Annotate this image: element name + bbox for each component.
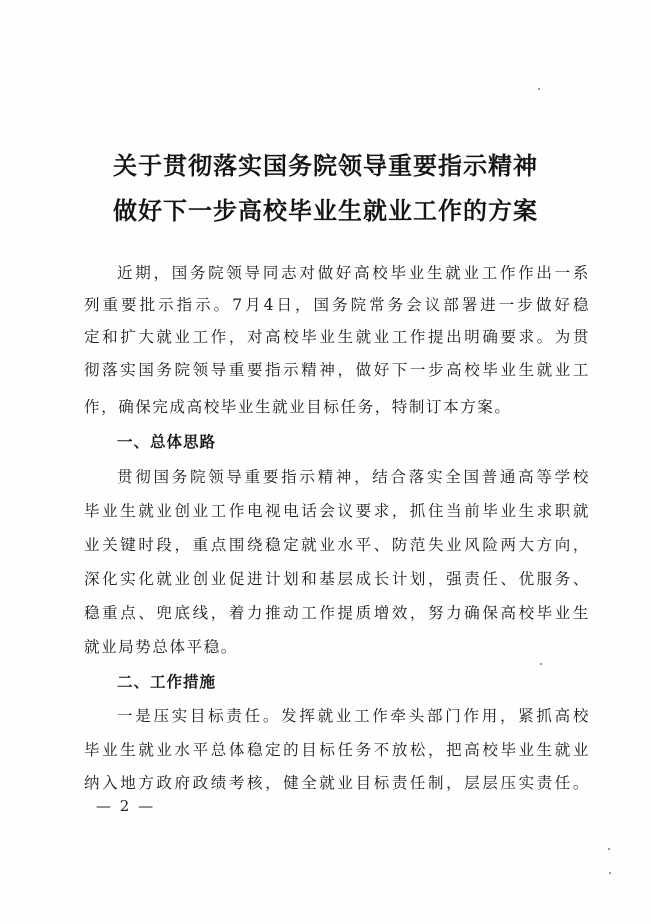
intro-line: 作，确保完成高校毕业生就业目标任务，特制订本方案。: [84, 398, 512, 416]
scan-speck: [540, 663, 542, 665]
page-number: — 2 —: [96, 797, 156, 815]
section2-line: 纳入地方政府政绩考核，健全就业目标责任制，层层压实责任。: [84, 774, 590, 792]
scan-speck: [608, 848, 610, 850]
section1-line: 就业局势总体平稳。: [84, 638, 238, 656]
intro-line: 定和扩大就业工作，对高校毕业生就业工作提出明确要求。为贯: [84, 328, 590, 346]
intro-line: 近期，国务院领导同志对做好高校毕业生就业工作作出一系: [117, 264, 590, 282]
section-heading-overall-approach: 一、总体思路: [117, 433, 217, 451]
scan-speck: [538, 88, 540, 90]
scan-speck: [609, 872, 611, 874]
document-title-line-2: 做好下一步高校毕业生就业工作的方案: [113, 197, 538, 225]
section1-line: 深化实化就业创业促进计划和基层成长计划，强责任、优服务、: [84, 570, 590, 588]
section1-line: 业关键时段，重点围绕稳定就业水平、防范失业风险两大方向，: [84, 536, 590, 554]
section-heading-work-measures: 二、工作措施: [117, 673, 217, 691]
intro-line: 彻落实国务院领导重要指示精神，做好下一步高校毕业生就业工: [84, 361, 590, 379]
section1-line: 稳重点、兜底线，着力推动工作提质增效，努力确保高校毕业生: [84, 604, 590, 622]
section2-line: 毕业生就业水平总体稳定的目标任务不放松，把高校毕业生就业: [84, 741, 590, 759]
document-title-line-1: 关于贯彻落实国务院领导重要指示精神: [113, 152, 538, 180]
section2-line: 一是压实目标责任。发挥就业工作牵头部门作用，紧抓高校: [117, 707, 590, 725]
section1-line: 毕业生就业创业工作电视电话会议要求，抓住当前毕业生求职就: [84, 502, 590, 520]
intro-line: 列重要批示指示。7月4日，国务院常务会议部署进一步做好稳: [84, 296, 590, 314]
section1-line: 贯彻国务院领导重要指示精神，结合落实全国普通高等学校: [117, 468, 590, 486]
